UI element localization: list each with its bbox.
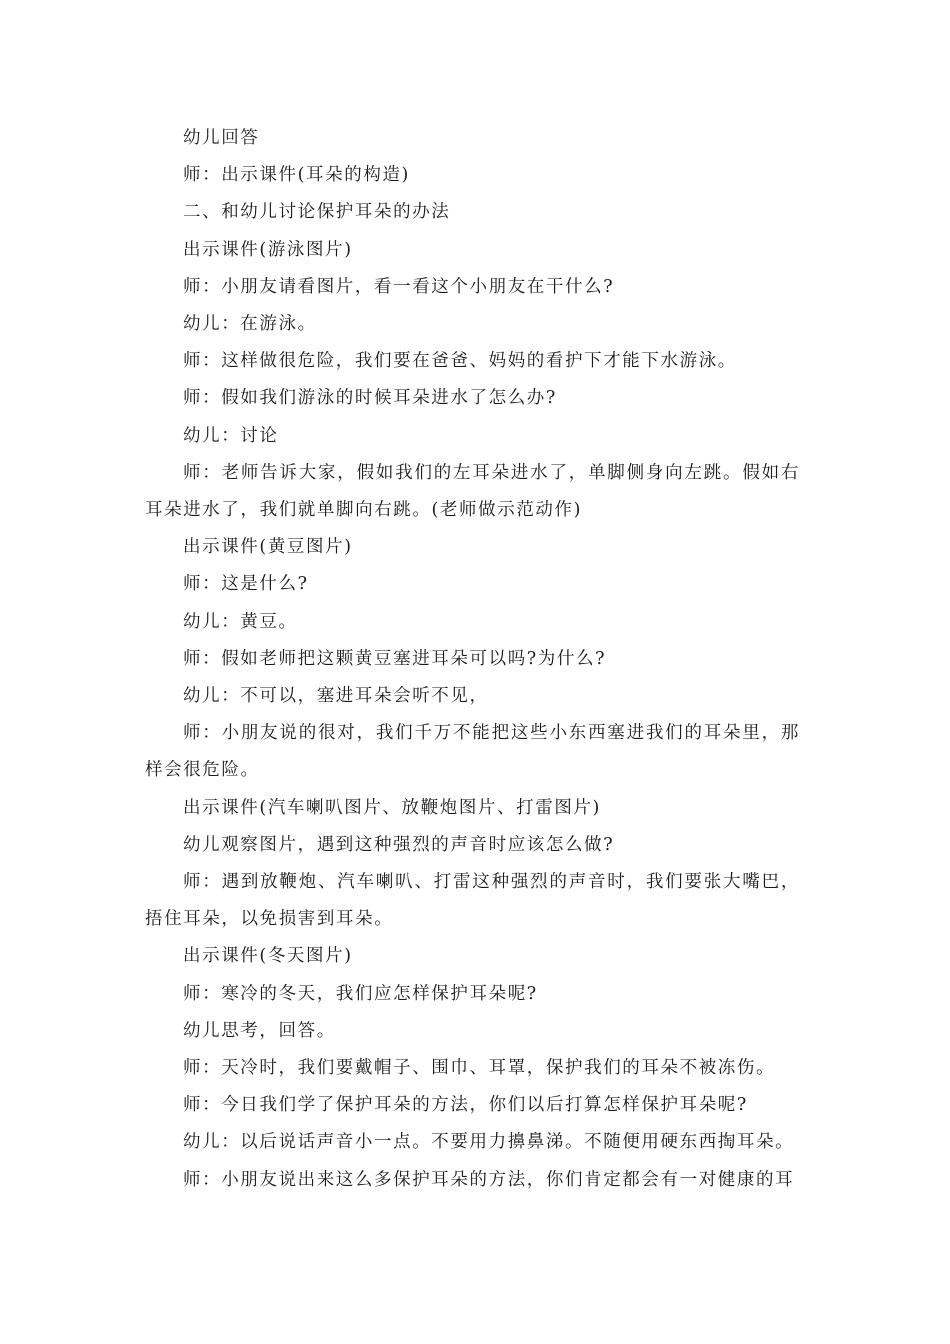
paragraph: 师：小朋友说的很对，我们千万不能把这些小东西塞进我们的耳朵里，那样会很危险。 [145, 723, 800, 781]
paragraph: 幼儿：讨论 [183, 425, 279, 446]
paragraph: 出示课件(汽车喇叭图片、放鞭炮图片、打雷图片) [183, 797, 601, 818]
paragraph: 幼儿回答 [183, 128, 260, 148]
paragraph: 师：天冷时，我们要戴帽子、围巾、耳罩，保护我们的耳朵不被冻伤。 [183, 1058, 776, 1079]
paragraph: 二、和幼儿讨论保护耳朵的办法 [183, 202, 451, 223]
document-body [145, 120, 800, 1199]
paragraph: 幼儿：以后说话声音小一点。不要用力擤鼻涕。不随便用硬东西掏耳朵。 [183, 1132, 795, 1153]
paragraph: 师：出示课件(耳朵的构造) [183, 165, 410, 186]
paragraph: 师：小朋友请看图片，看一看这个小朋友在干什么? [183, 276, 615, 297]
paragraph: 师：假如老师把这颗黄豆塞进耳朵可以吗?为什么? [183, 648, 607, 669]
paragraph: 师：这样做很危险，我们要在爸爸、妈妈的看护下才能下水游泳。 [183, 351, 737, 372]
paragraph: 幼儿：在游泳。 [183, 314, 317, 335]
paragraph: 师：小朋友说出来这么多保护耳朵的方法，你们肯定都会有一对健康的耳 [183, 1169, 795, 1190]
paragraph: 出示课件(游泳图片) [183, 239, 353, 260]
paragraph: 师：遇到放鞭炮、汽车喇叭、打雷这种强烈的声音时，我们要张大嘴巴，捂住耳朵，以免损害到耳朵。 [145, 872, 800, 930]
paragraph: 出示课件(黄豆图片) [183, 537, 353, 558]
paragraph: 师：这是什么? [183, 574, 309, 595]
paragraph: 幼儿观察图片，遇到这种强烈的声音时应该怎么做? [183, 834, 615, 855]
paragraph: 幼儿：不可以，塞进耳朵会听不见， [183, 686, 489, 707]
paragraph: 师：假如我们游泳的时候耳朵进水了怎么办? [183, 388, 557, 409]
paragraph: 师：老师告诉大家，假如我们的左耳朵进水了，单脚侧身向左跳。假如右耳朵进水了，我们就单脚向右跳。(老师做示范动作) [145, 462, 800, 521]
paragraph: 幼儿：黄豆。 [183, 611, 298, 632]
paragraph: 幼儿思考，回答。 [183, 1020, 336, 1041]
paragraph: 出示课件(冬天图片) [183, 946, 353, 967]
paragraph: 师：寒冷的冬天，我们应怎样保护耳朵呢? [183, 983, 538, 1004]
paragraph: 师：今日我们学了保护耳朵的方法，你们以后打算怎样保护耳朵呢? [183, 1095, 748, 1116]
